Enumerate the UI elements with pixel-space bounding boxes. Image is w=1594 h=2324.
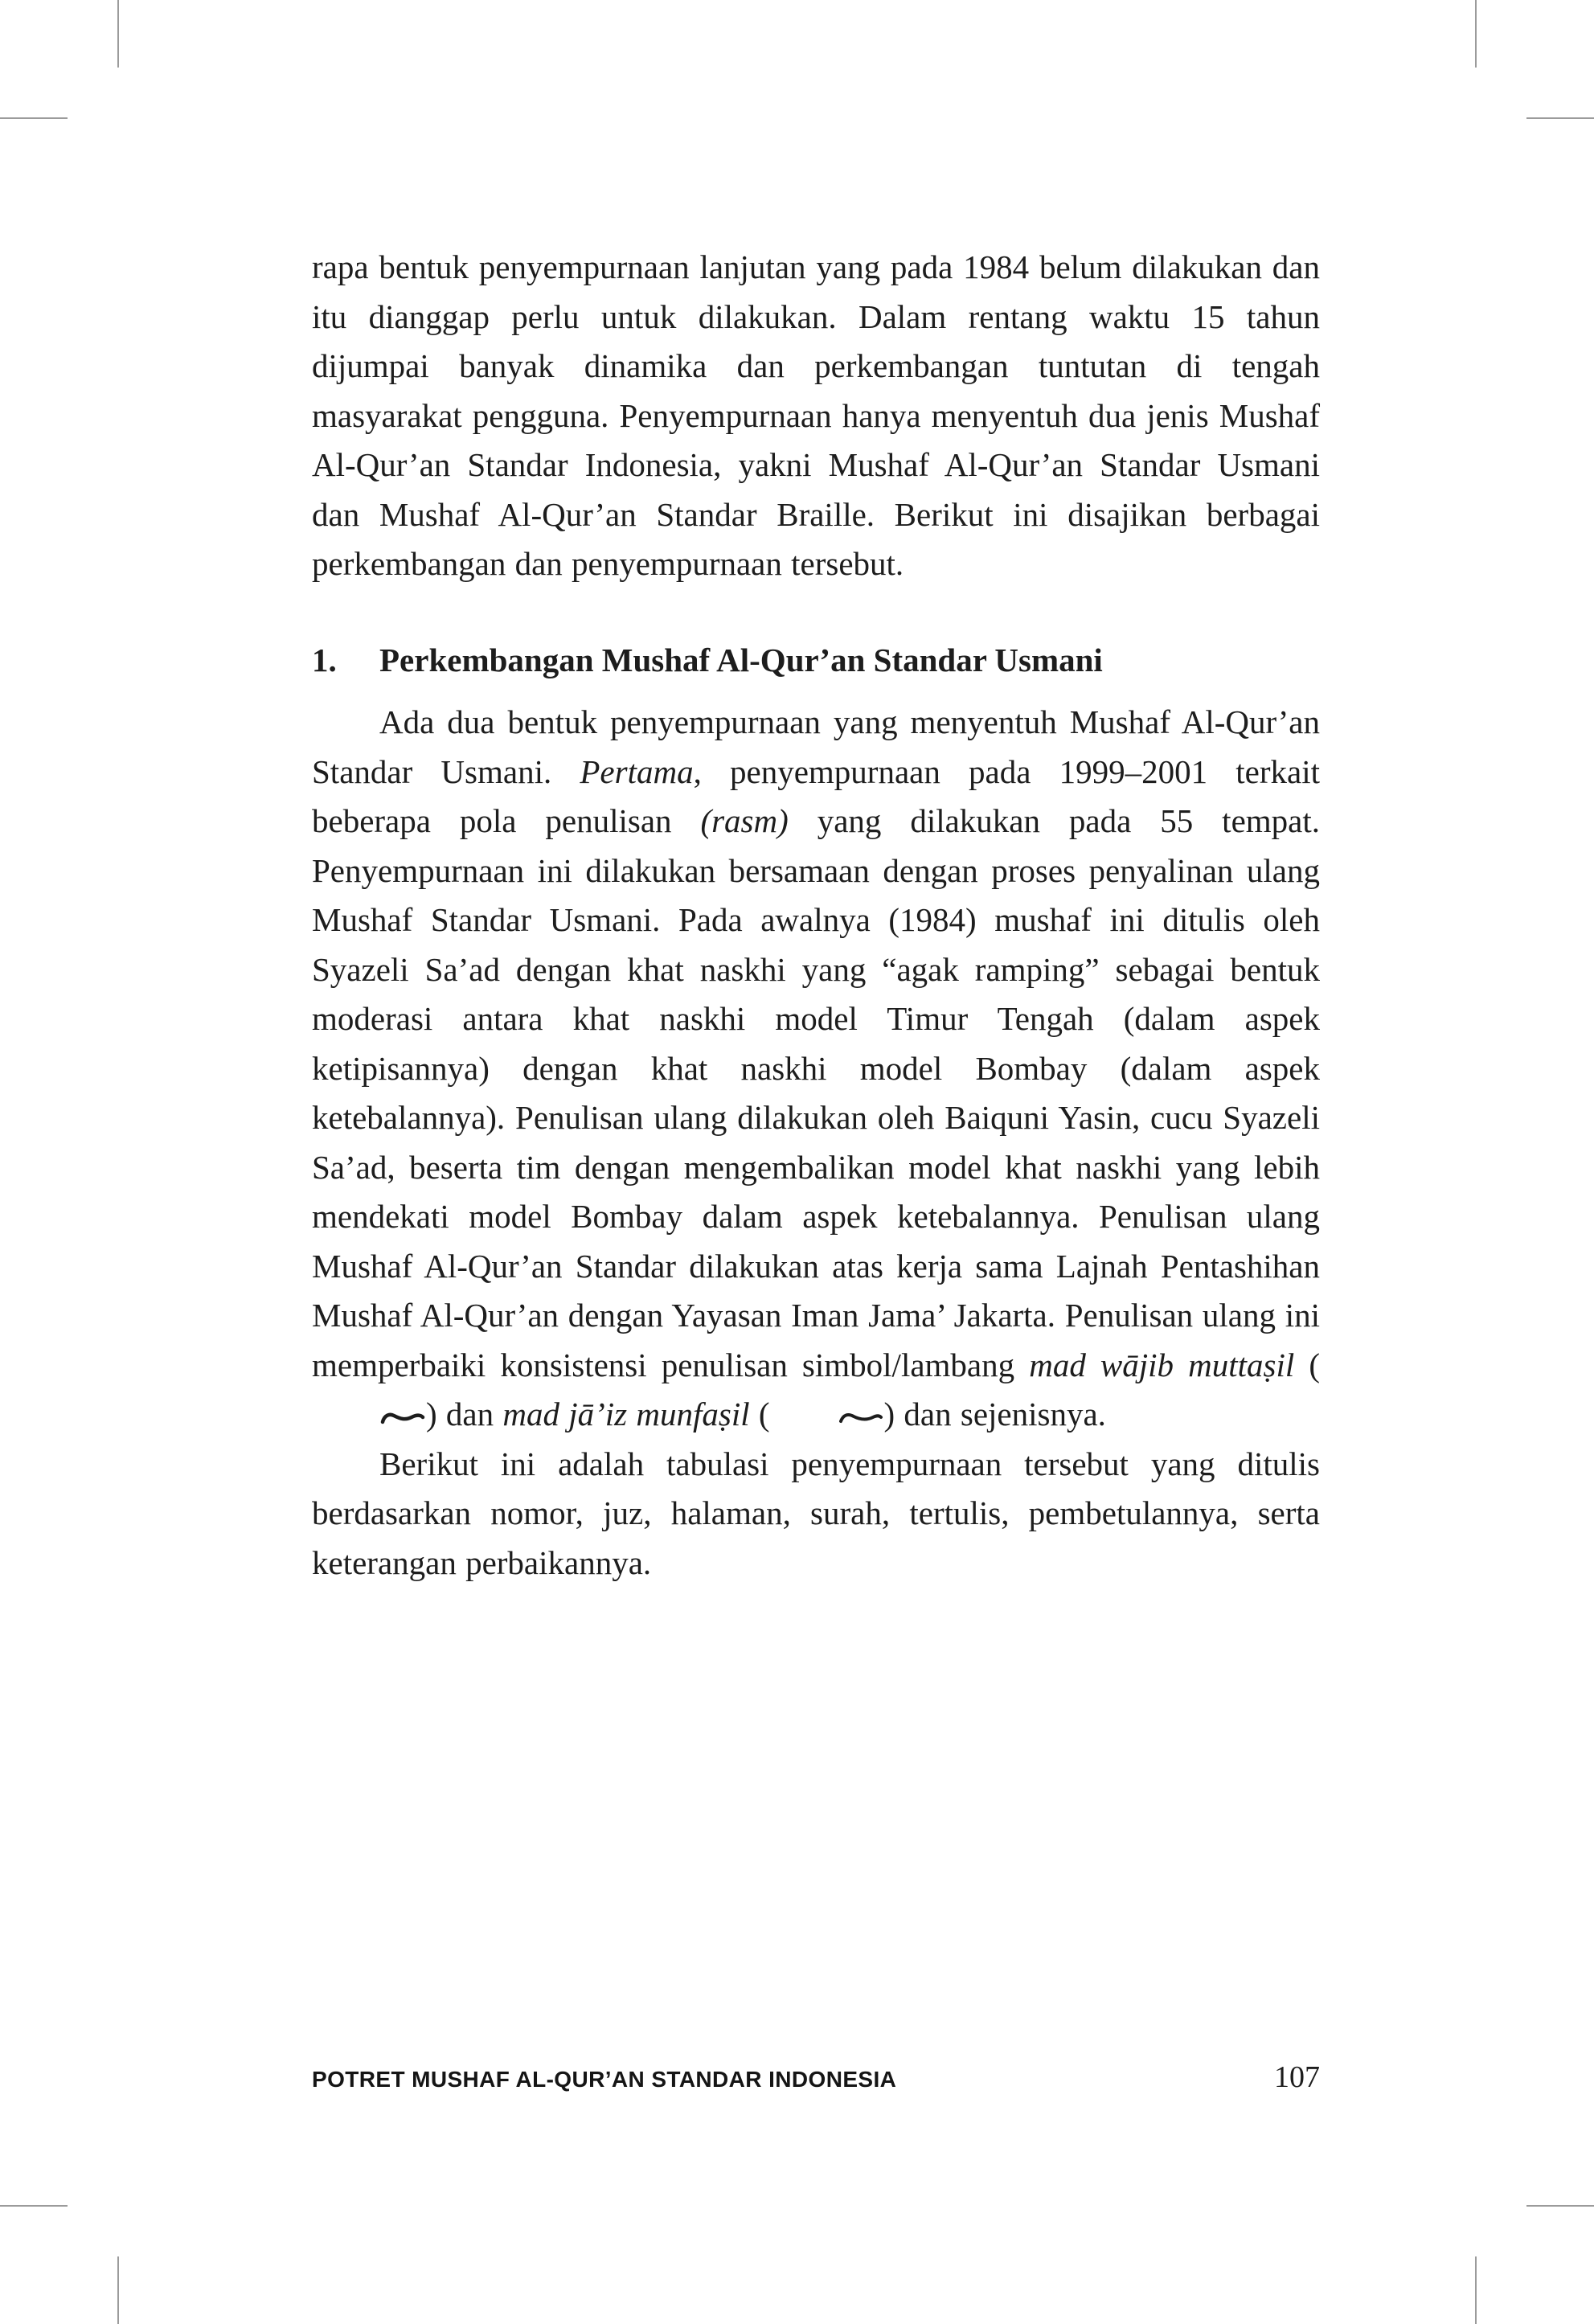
crop-mark-top-left-vertical — [117, 0, 119, 68]
text-run: , penyempurnaan pada 1999–2001 terkait beberapa pola penulisan — [312, 752, 1320, 839]
page-body — [312, 243, 1320, 1588]
crop-mark-top-right-vertical — [1475, 0, 1477, 68]
crop-mark-bottom-right-horizontal — [1526, 2205, 1594, 2207]
section-heading-number: 1. — [312, 641, 337, 678]
page-footer — [312, 2060, 1320, 2095]
section-heading — [312, 636, 1320, 686]
text-run-italic: mad jā’iz munfaṣil — [502, 1396, 750, 1433]
paragraph-main — [312, 698, 1320, 1440]
text-run: ( — [749, 1396, 770, 1433]
mad-wajib-muttasil-symbol-icon — [312, 1390, 426, 1440]
text-run: Ada dua bentuk penyempurnaan yang menyentuh Mushaf Al-Qur’an Standar Usmani. — [312, 703, 1320, 790]
paragraph-continuation: rapa bentuk penyempurnaan lanjutan yang pada 1984 belum dilakukan dan itu dianggap perlu untuk dilakukan. Dalam rentang waktu 15 tahun dijumpai banyak dinamika dan perkembangan tuntutan di tengah masyarakat pengguna. Penyempurnaan hanya menyentuh dua jenis Mushaf Al-Qur’an Standar Indonesia, yakni Mushaf Al-Qur’an Standar Usmani dan Mushaf Al-Qur’an Standar Braille. Berikut ini disajikan berbagai perkembangan dan penyempurnaan tersebut. — [312, 248, 1320, 582]
text-run: ( — [1294, 1346, 1321, 1383]
mad-jaiz-munfasil-symbol-icon — [770, 1390, 884, 1440]
page-number: 107 — [1274, 2060, 1320, 2094]
text-run: ) dan — [426, 1396, 503, 1433]
paragraph-closing: Berikut ini adalah tabulasi penyempurnaan tersebut yang ditulis berdasarkan nomor, juz, halaman, surah, tertulis, pembetulannya, serta keterangan perbaikannya. — [312, 1445, 1320, 1581]
crop-mark-top-right-horizontal — [1526, 117, 1594, 119]
crop-mark-top-left-horizontal — [0, 117, 68, 119]
text-run: yang dilakukan pada 55 tempat. Penyempurnaan ini dilakukan bersamaan dengan proses penyalinan ulang Mushaf Standar Usmani. Pada awalnya (1984) mushaf ini ditulis oleh Syazeli Sa’ad dengan khat naskhi yang “agak ramping” sebagai bentuk moderasi antara khat naskhi model Timur Tengah (dalam aspek ketipisannya) dengan khat naskhi model Bombay (dalam aspek ketebalannya). Penulisan ulang dilakukan oleh Baiquni Yasin, cucu Syazeli Sa’ad, beserta tim dengan mengembalikan model khat naskhi yang lebih mendekati model Bombay dalam aspek ketebalannya. Penulisan ulang Mushaf Al-Qur’an Standar dilakukan atas kerja sama Lajnah Pentashihan Mushaf Al-Qur’an dengan Yayasan Iman Jama’ Jakarta. Penulisan ulang ini memperbaiki konsistensi penulisan simbol/lambang — [312, 802, 1320, 1383]
running-footer-title: POTRET MUSHAF AL-QUR’AN STANDAR INDONESIA — [312, 2067, 897, 2092]
crop-mark-bottom-left-vertical — [117, 2256, 119, 2324]
section-heading-text: Perkembangan Mushaf Al-Qur’an Standar Usmani — [379, 641, 1103, 678]
crop-mark-bottom-left-horizontal — [0, 2205, 68, 2207]
crop-mark-bottom-right-vertical — [1475, 2256, 1477, 2324]
text-run: ) dan sejenisnya. — [883, 1396, 1106, 1433]
text-run-italic: (rasm) — [700, 802, 789, 839]
text-run-italic: Pertama — [580, 752, 694, 790]
text-run-italic: mad wājib muttaṣil — [1029, 1346, 1295, 1383]
